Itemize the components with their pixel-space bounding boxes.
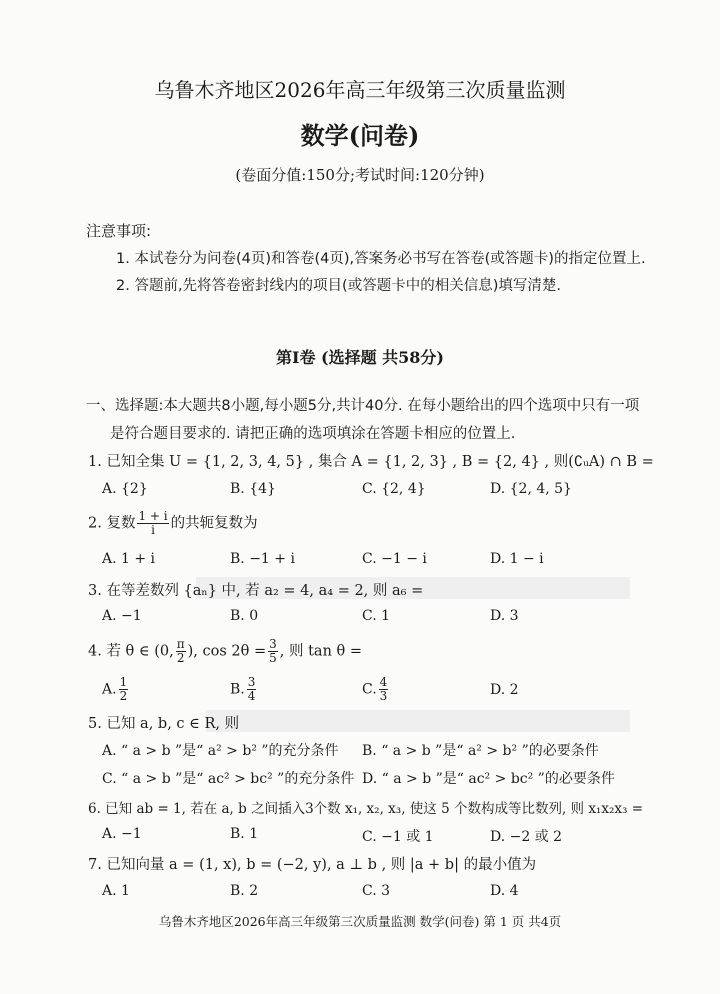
q4-option-a-label: A. bbox=[102, 681, 117, 698]
q4-option-b bbox=[230, 676, 258, 703]
q3-option-b: B. 0 bbox=[230, 608, 259, 624]
q6-option-d: D. −2 或 2 bbox=[490, 829, 563, 845]
q4-frac1-den: 2 bbox=[176, 651, 185, 665]
q4-fraction-1 bbox=[176, 638, 186, 665]
q2-frac-den: i bbox=[151, 523, 155, 537]
notice-heading: 注意事项: bbox=[86, 222, 152, 240]
q7-option-b: B. 2 bbox=[230, 883, 259, 899]
q4-frac1-num: π bbox=[176, 637, 185, 651]
q5-option-c: C. “ a > b ”是“ ac² > bc² ”的充分条件 bbox=[102, 771, 355, 787]
notice-item: 1. 本试卷分为问卷(4页)和答卷(4页),答案务必书写在答卷(或答题卡)的指定位置上. bbox=[116, 251, 646, 267]
exam-meta: (卷面分值:150分;考试时间:120分钟) bbox=[235, 166, 485, 184]
page-footer: 乌鲁木齐地区2026年高三年级第三次质量监测 数学(问卷) 第 1 页 共4页 bbox=[158, 914, 562, 929]
exam-title: 乌鲁木齐地区2026年高三年级第三次质量监测 bbox=[154, 78, 566, 102]
q4-frac2-den: 5 bbox=[269, 651, 277, 665]
frac-den: 4 bbox=[247, 689, 256, 703]
q7-option-d: D. 4 bbox=[490, 883, 519, 899]
question-2-stem bbox=[88, 510, 258, 537]
q2-option-d: D. 1 − i bbox=[490, 551, 544, 567]
q2-option-b: B. −1 + i bbox=[230, 551, 295, 567]
question-1-stem: 1. 已知全集 U = {1, 2, 3, 4, 5} , 集合 A = {1, 2, 3} , B = {2, 4} , 则(∁ᵤA) ∩ B = bbox=[88, 454, 654, 470]
section-instructions-cont: 是符合题目要求的. 请把正确的选项填涂在答题卡相应的位置上. bbox=[110, 426, 516, 442]
question-6-stem: 6. 已知 ab = 1, 若在 a, b 之间插入3个数 x₁, x₂, x₃, 使这 5 个数构成等比数列, 则 x₁x₂x₃ = bbox=[88, 801, 644, 817]
q5-option-a: A. “ a > b ”是“ a² > b² ”的充分条件 bbox=[102, 743, 339, 759]
q1-option-c: C. {2, 4} bbox=[362, 481, 426, 497]
subject-title: 数学(问卷) bbox=[300, 121, 420, 150]
question-5-stem: 5. 已知 a, b, c ∈ R, 则 bbox=[88, 716, 240, 732]
q4-stem-b: ), cos 2θ = bbox=[187, 643, 267, 660]
frac-den: 3 bbox=[379, 689, 388, 703]
q2-frac-num: 1 + i bbox=[138, 509, 168, 523]
q4-option-a-frac bbox=[119, 676, 129, 703]
q6-option-b: B. 1 bbox=[230, 826, 259, 842]
q3-option-a: A. −1 bbox=[102, 608, 142, 624]
frac-num: 3 bbox=[247, 675, 256, 689]
q2-fraction bbox=[137, 510, 168, 537]
q4-frac2-num: 3 bbox=[269, 637, 277, 651]
scan-shade bbox=[206, 710, 630, 732]
notice-item: 2. 答题前,先将答卷密封线内的项目(或答题卡中的相关信息)填写清楚. bbox=[116, 278, 561, 294]
section-instructions: 一、选择题:本大题共8小题,每小题5分,共计40分. 在每小题给出的四个选项中只有一项 bbox=[86, 398, 640, 414]
q5-option-b: B. “ a > b ”是“ a² > b² ”的必要条件 bbox=[362, 743, 599, 759]
q4-option-c bbox=[362, 676, 390, 703]
q2-option-c: C. −1 − i bbox=[362, 551, 427, 567]
q4-option-c-label: C. bbox=[362, 681, 377, 698]
question-3-stem: 3. 在等差数列 {aₙ} 中, 若 a₂ = 4, a₄ = 2, 则 a₆ = bbox=[88, 583, 424, 599]
q2-stem-prefix: 2. 复数 bbox=[88, 515, 136, 532]
part-title: 第Ⅰ卷 (选择题 共58分) bbox=[275, 348, 445, 367]
q4-option-c-frac bbox=[379, 676, 389, 703]
frac-num: 1 bbox=[119, 675, 128, 689]
q3-option-c: C. 1 bbox=[362, 608, 391, 624]
q7-option-c: C. 3 bbox=[362, 883, 391, 899]
q6-option-c: C. −1 或 1 bbox=[362, 829, 434, 845]
q4-option-a bbox=[102, 676, 130, 703]
question-4-stem bbox=[88, 638, 362, 665]
q5-option-d: D. “ a > b ”是“ ac² > bc² ”的必要条件 bbox=[362, 771, 615, 787]
q4-fraction-2 bbox=[268, 638, 278, 665]
q4-stem-a: 4. 若 θ ∈ (0, bbox=[88, 643, 174, 660]
q4-option-b-label: B. bbox=[230, 681, 245, 698]
q4-option-b-frac bbox=[247, 676, 257, 703]
q1-option-b: B. {4} bbox=[230, 481, 276, 497]
q2-option-a: A. 1 + i bbox=[102, 551, 156, 567]
q7-option-a: A. 1 bbox=[102, 883, 130, 899]
q1-option-d: D. {2, 4, 5} bbox=[490, 481, 572, 497]
frac-num: 4 bbox=[379, 675, 388, 689]
q6-option-a: A. −1 bbox=[102, 826, 142, 842]
q4-option-d: D. 2 bbox=[490, 682, 519, 698]
question-7-stem: 7. 已知向量 a = (1, x), b = (−2, y), a ⊥ b , 则 |a + b| 的最小值为 bbox=[88, 857, 537, 873]
q1-option-a: A. {2} bbox=[102, 481, 148, 497]
q2-stem-suffix: 的共轭复数为 bbox=[170, 515, 258, 532]
frac-den: 2 bbox=[119, 689, 128, 703]
q3-option-d: D. 3 bbox=[490, 608, 519, 624]
q4-stem-c: , 则 tan θ = bbox=[279, 643, 363, 660]
